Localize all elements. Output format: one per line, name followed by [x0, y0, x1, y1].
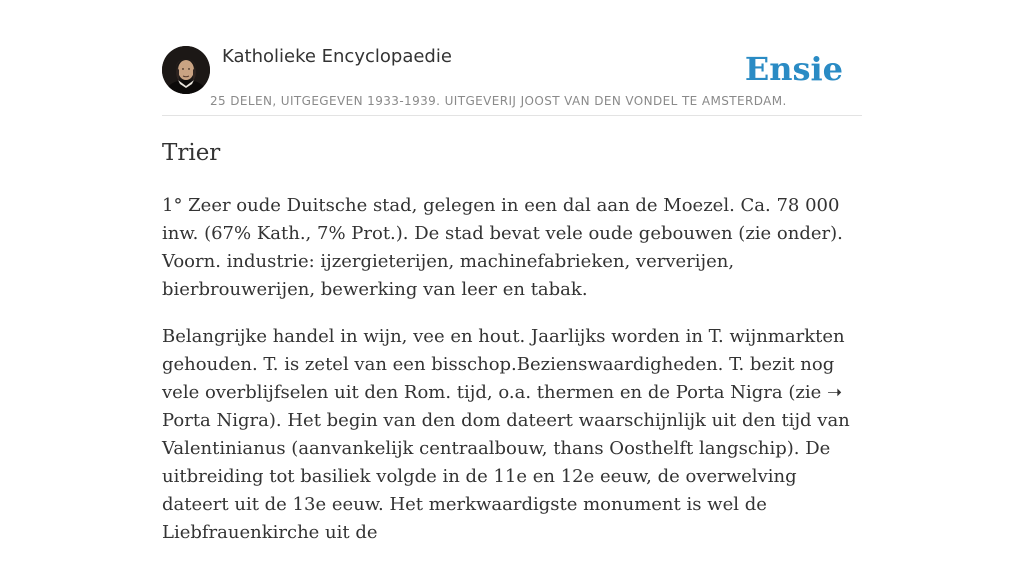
brand-logo[interactable]: Ensie [744, 50, 843, 88]
portrait-image [162, 46, 210, 94]
article-paragraph: Belangrijke handel in wijn, vee en hout. Jaarlijks worden in T. wijnmarkten gehouden. T. is zetel van een bisschop.Bezienswaardigheden. T. bezit nog vele overblijfselen uit den Rom. tijd, o.a. thermen en de Porta Nigra (zie ➝ Porta Nigra). Het begin van den dom dateert waarschijnlijk uit den tijd van Valentinianus (aanvankelijk centraalbouw, thans Oosthelft langschip). De uitbreiding tot basiliek volgde in de 11e en 12e eeuw, de overwelving dateert uit de 13e eeuw. Het merkwaardigste monument is wel de Liebfrauenkirche uit de [162, 326, 850, 543]
source-avatar[interactable] [162, 46, 210, 94]
source-subtitle: 25 DELEN, UITGEGEVEN 1933-1939. UITGEVERIJ JOOST VAN DEN VONDEL TE AMSTERDAM. [210, 94, 787, 108]
article-paragraph: 1° Zeer oude Duitsche stad, gelegen in een dal aan de Moezel. Ca. 78 000 inw. (67% Kath., 7% Prot.). De stad bevat vele oude gebouwen (zie onder). Voorn. industrie: ijzergieterijen, machinefabrieken, ververijen, bierbrouwerijen, bewerking van leer en tabak. [162, 195, 843, 300]
article-title: Trier [162, 140, 221, 166]
source-title[interactable]: Katholieke Encyclopaedie [222, 46, 452, 67]
article-body [162, 192, 862, 566]
header-divider [162, 115, 862, 116]
